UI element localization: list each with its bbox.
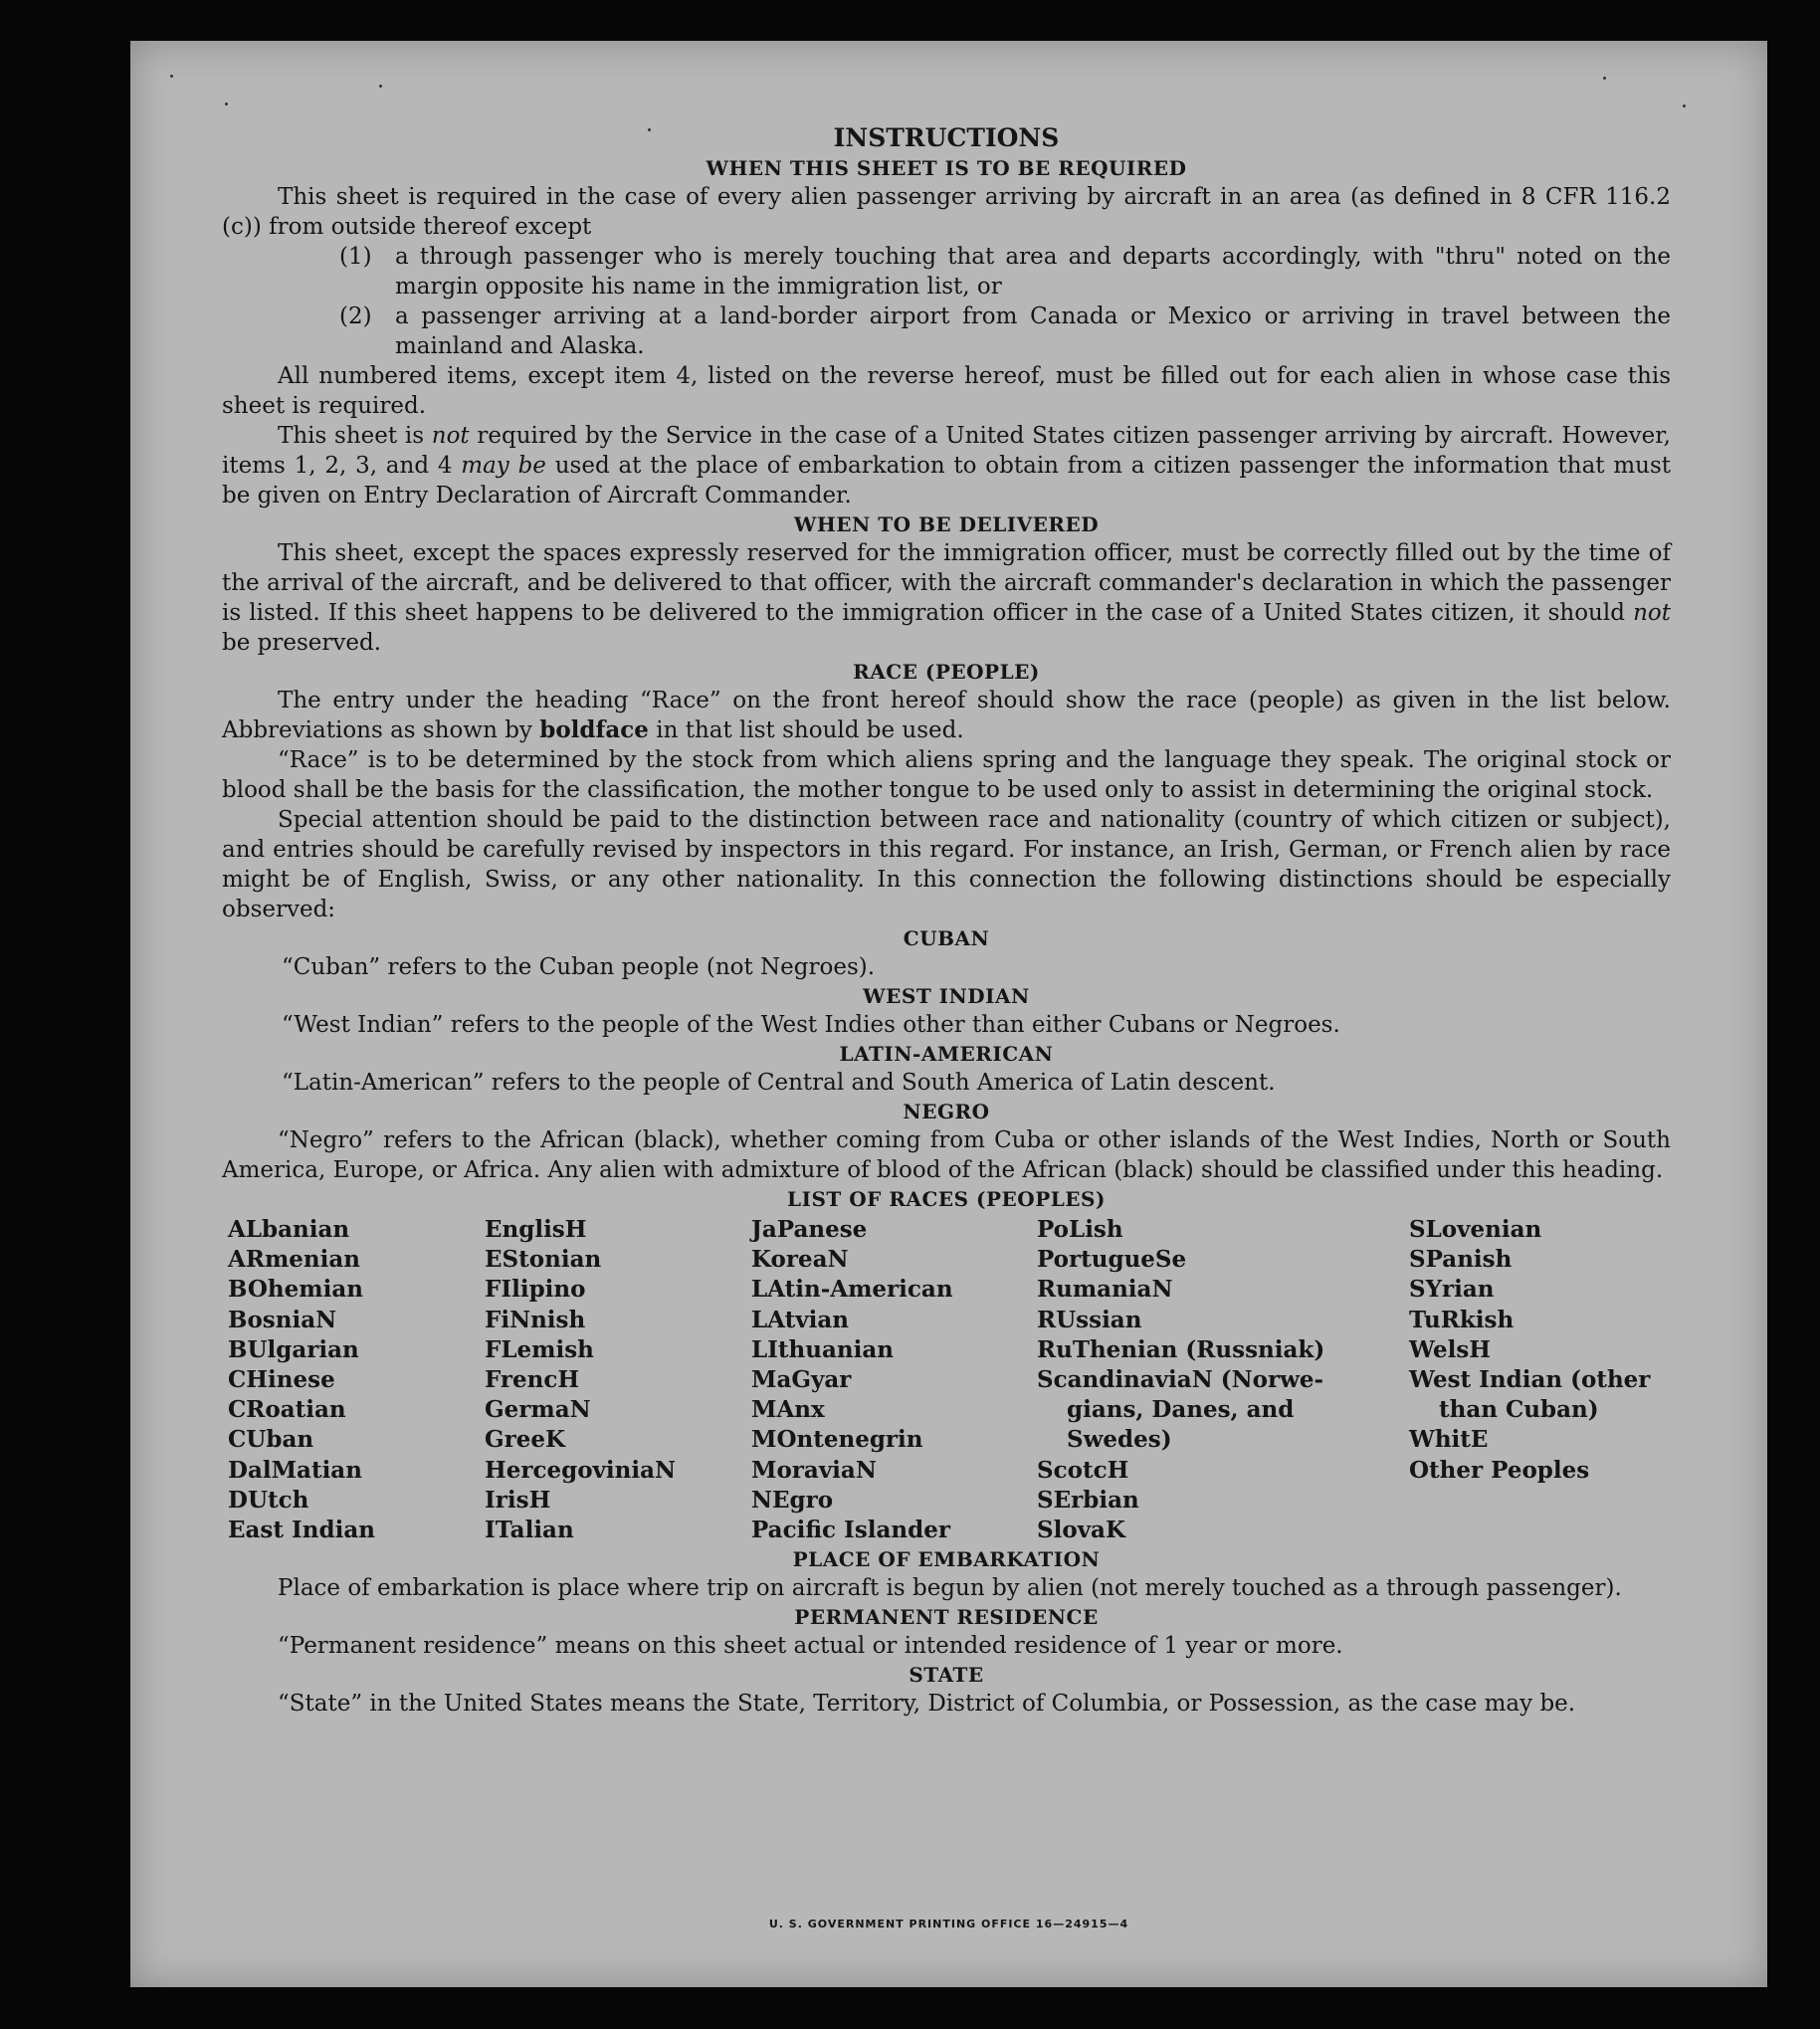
paragraph-citizen: This sheet is not required by the Service in the case of a United States citizen passenger arriving by aircraft. However, items 1, 2, 3, and 4 may be used at the place of embarkation to obtain from a citizen passenger the information that must be given on Entry Declaration of Aircraft Commander. xyxy=(222,423,1672,508)
race-item: BOhemian xyxy=(228,1276,363,1304)
races-column-3 xyxy=(751,1215,1037,1545)
scan-speck xyxy=(170,75,173,78)
race-item: EStonian xyxy=(485,1246,602,1274)
heading-cuban: CUBAN xyxy=(903,926,990,950)
race-item: SErbian xyxy=(1037,1486,1139,1514)
page-title: INSTRUCTIONS xyxy=(833,123,1060,152)
race-item: ScandinaviaN (Norwe- xyxy=(1037,1366,1324,1394)
heading-negro: NEGRO xyxy=(903,1100,990,1123)
races-column-2 xyxy=(485,1215,751,1545)
race-item: EnglisH xyxy=(485,1216,587,1243)
races-column-5 xyxy=(1409,1215,1677,1545)
paragraph-permanent-residence: “Permanent residence” means on this sheet actual or intended residence of 1 year or more. xyxy=(278,1633,1343,1660)
race-item: SlovaK xyxy=(1037,1517,1125,1544)
race-item: RumaniaN xyxy=(1037,1276,1173,1304)
paragraph-race-nationality: Special attention should be paid to the distinction between race and nationality (country of which citizen or subject), and entries should be carefully revised by inspectors in this regard. For instance, an Irish, German, or French alien by race might be of English, Swiss, or any other nationality. In this connection the following distinctions should be especially observed: xyxy=(222,807,1671,922)
races-column-4 xyxy=(1037,1215,1409,1545)
heading-race: RACE (PEOPLE) xyxy=(853,660,1040,684)
race-item: GreeK xyxy=(485,1426,566,1454)
race-item: IrisH xyxy=(485,1486,551,1514)
race-item: ScotcH xyxy=(1037,1456,1129,1484)
race-item: ITalian xyxy=(485,1517,574,1544)
race-item: MAnx xyxy=(751,1396,825,1424)
race-item: SLovenian xyxy=(1409,1216,1542,1243)
race-item: FLemish xyxy=(485,1335,594,1363)
paragraph-race-stock: “Race” is to be determined by the stock from which aliens spring and the language they speak. The original stock or blood shall be the basis for the classification, the mother tongue to be used only to assist in determining the original stock. xyxy=(222,747,1671,803)
numbered-item-1 xyxy=(222,242,1671,302)
paragraph-west-indian: “West Indian” refers to the people of the West Indies other than either Cubans or Negroes. xyxy=(282,1012,1340,1038)
document-sheet xyxy=(130,41,1767,1987)
race-item: FIlipino xyxy=(485,1276,586,1304)
race-item: BUlgarian xyxy=(228,1335,359,1363)
races-column-1 xyxy=(228,1215,485,1545)
race-item: PortugueSe xyxy=(1037,1246,1187,1274)
race-item: WelsH xyxy=(1409,1335,1492,1363)
paragraph-latin-american: “Latin-American” refers to the people of Central and South America of Latin descent. xyxy=(282,1070,1276,1096)
heading-when-delivered: WHEN TO BE DELIVERED xyxy=(793,512,1100,536)
race-item: West Indian (other xyxy=(1409,1366,1651,1394)
race-item: MaGyar xyxy=(751,1366,852,1394)
scan-speck xyxy=(1683,104,1686,107)
heading-west-indian: WEST INDIAN xyxy=(863,984,1030,1008)
paragraph-delivered: This sheet, except the spaces expressly reserved for the immigration officer, must be correctly filled out by the time of the arrival of the aircraft, and be delivered to that officer, with the aircraft commander's declaration in which the passenger is listed. If this sheet happens to be delivered to the immigration officer in the case of a United States citizen, it should not be preserved. xyxy=(222,540,1671,656)
paragraph-numbered-items: All numbered items, except item 4, listed on the reverse hereof, must be filled out for each alien in whose case this sheet is required. xyxy=(222,363,1671,419)
item-text: a passenger arriving at a land-border airport from Canada or Mexico or arriving in travel between the mainland and Alaska. xyxy=(395,304,1671,359)
item-number: (1) xyxy=(339,244,372,270)
scan-speck xyxy=(225,102,228,105)
race-item: DalMatian xyxy=(228,1456,362,1484)
race-item: RUssian xyxy=(1037,1306,1142,1333)
race-item: CRoatian xyxy=(228,1396,346,1424)
item-text: a through passenger who is merely touching that area and departs accordingly, with "thru" noted on the margin opposite his name in the immigration list, or xyxy=(395,244,1671,300)
races-list xyxy=(228,1215,1671,1545)
race-item: MoraviaN xyxy=(751,1456,877,1484)
race-item: TuRkish xyxy=(1409,1306,1515,1333)
race-item: GermaN xyxy=(485,1396,591,1424)
race-item: FrencH xyxy=(485,1366,580,1394)
race-item: KoreaN xyxy=(751,1246,849,1274)
heading-when-required: WHEN THIS SHEET IS TO BE REQUIRED xyxy=(706,156,1187,180)
race-item: SYrian xyxy=(1409,1276,1495,1304)
race-item-continued: Swedes) xyxy=(1067,1426,1172,1454)
heading-embarkation: PLACE OF EMBARKATION xyxy=(792,1547,1101,1572)
race-item: LIthuanian xyxy=(751,1335,894,1363)
race-item-continued: gians, Danes, and xyxy=(1067,1396,1295,1424)
numbered-item-2 xyxy=(222,302,1671,361)
heading-permanent-residence: PERMANENT RESIDENCE xyxy=(794,1605,1099,1630)
race-item: ALbanian xyxy=(228,1216,350,1243)
race-item: JaPanese xyxy=(751,1216,868,1243)
race-item: Pacific Islander xyxy=(751,1517,950,1544)
paragraph-race-entry: The entry under the heading “Race” on the front hereof should show the race (people) as given in the list below. Abbreviations as shown by boldface in that list should be used. xyxy=(222,688,1671,743)
race-item: CHinese xyxy=(228,1366,335,1394)
paragraph-cuban: “Cuban” refers to the Cuban people (not Negroes). xyxy=(282,954,876,980)
race-item: MOntenegrin xyxy=(751,1426,923,1454)
instructions-content xyxy=(222,122,1671,1719)
paragraph-state: “State” in the United States means the State, Territory, District of Columbia, or Possession, as the case may be. xyxy=(278,1691,1576,1718)
heading-latin-american: LATIN-AMERICAN xyxy=(839,1042,1054,1066)
race-item: East Indian xyxy=(228,1517,375,1544)
race-item: RuThenian (Russniak) xyxy=(1037,1335,1325,1363)
race-item-continued: than Cuban) xyxy=(1439,1396,1599,1424)
printer-footer: U. S. GOVERNMENT PRINTING OFFICE 16—24915—4 xyxy=(768,1918,1129,1930)
paragraph-negro: “Negro” refers to the African (black), whether coming from Cuba or other islands of the West Indies, North or South America, Europe, or Africa. Any alien with admixture of blood of the African (black) should be classified under this heading. xyxy=(222,1127,1671,1183)
heading-state: STATE xyxy=(909,1663,984,1688)
race-item: FiNnish xyxy=(485,1306,586,1333)
race-item: PoLish xyxy=(1037,1216,1123,1243)
paragraph-required-intro: This sheet is required in the case of every alien passenger arriving by aircraft in an area (as defined in 8 CFR 116.2 (c)) from outside thereof except xyxy=(222,184,1671,240)
race-item: WhitE xyxy=(1409,1426,1489,1454)
race-item: LAtin-American xyxy=(751,1276,953,1304)
scan-speck xyxy=(1603,77,1606,80)
race-item: NEgro xyxy=(751,1486,834,1514)
race-item: ARmenian xyxy=(228,1246,361,1274)
race-item: BosniaN xyxy=(228,1306,337,1333)
heading-list-of-races: LIST OF RACES (PEOPLES) xyxy=(787,1187,1106,1211)
item-number: (2) xyxy=(339,304,372,329)
race-item: LAtvian xyxy=(751,1306,849,1333)
race-item: HercegoviniaN xyxy=(485,1456,677,1484)
race-item: SPanish xyxy=(1409,1246,1513,1274)
race-item: DUtch xyxy=(228,1486,309,1514)
race-item: CUban xyxy=(228,1426,314,1454)
paragraph-embarkation: Place of embarkation is place where trip on aircraft is begun by alien (not merely touched as a through passenger). xyxy=(278,1575,1622,1602)
scan-speck xyxy=(379,85,382,88)
race-item: Other Peoples xyxy=(1409,1456,1590,1484)
